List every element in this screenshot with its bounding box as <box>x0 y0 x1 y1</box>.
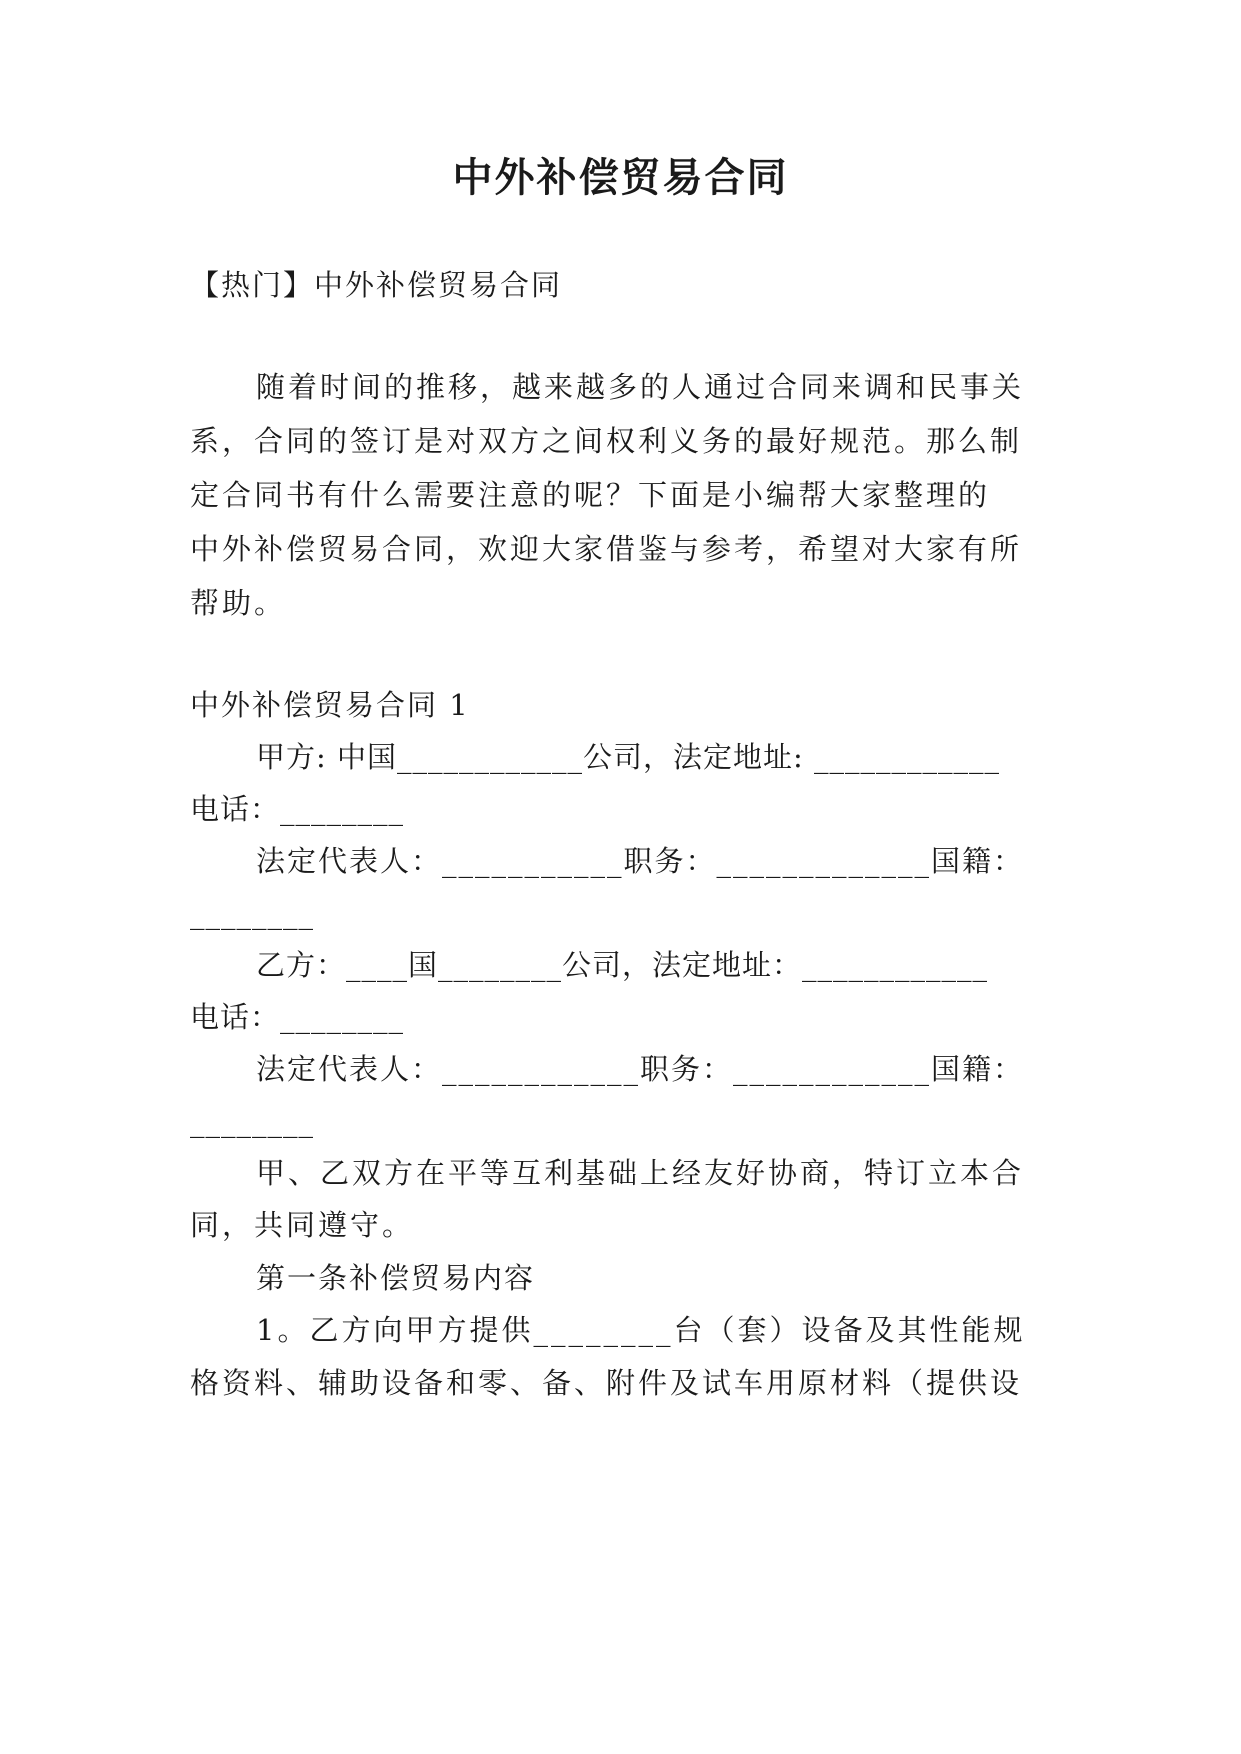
article-1-item-1-line-2: 格资料、辅助设备和零、备、附件及试车用原材料（提供设 <box>190 1366 1023 1400</box>
article-1-item-1-line-1: 1。乙方向甲方提供________台（套）设备及其性能规 <box>256 1313 1026 1347</box>
intro-line-5: 帮助。 <box>190 586 287 620</box>
agreement-line-1: 甲、乙双方在平等互利基础上经友好协商，特订立本合 <box>256 1156 1025 1190</box>
party-b-line-4: ________ <box>190 1104 314 1138</box>
party-b-line-2: 电话：________ <box>190 1000 405 1034</box>
intro-line-4: 中外补偿贸易合同，欢迎大家借鉴与参考，希望对大家有所 <box>190 532 1023 566</box>
party-b-line-1: 乙方：____国________公司，法定地址：____________ <box>256 948 989 982</box>
section-heading: 中外补偿贸易合同 1 <box>190 688 470 722</box>
document-subtitle: 【热门】中外补偿贸易合同 <box>190 268 563 302</box>
agreement-line-2: 同，共同遵守。 <box>190 1208 415 1242</box>
article-1-heading: 第一条补偿贸易内容 <box>256 1261 536 1295</box>
intro-line-3: 定合同书有什么需要注意的呢？下面是小编帮大家整理的 <box>190 478 991 512</box>
party-b-line-3: 法定代表人：____________职务：____________国籍： <box>256 1052 1025 1086</box>
party-a-line-3: 法定代表人：___________职务：_____________国籍： <box>256 844 1025 878</box>
party-a-line-1: 甲方: 中国____________公司，法定地址: ____________ <box>256 740 1000 774</box>
document-title: 中外补偿贸易合同 <box>452 154 789 201</box>
party-a-line-2: 电话：________ <box>190 792 405 826</box>
party-a-line-4: ________ <box>190 896 314 930</box>
intro-line-1: 随着时间的推移，越来越多的人通过合同来调和民事关 <box>256 370 1025 404</box>
intro-line-2: 系，合同的签订是对双方之间权利义务的最好规范。那么制 <box>190 424 1023 458</box>
